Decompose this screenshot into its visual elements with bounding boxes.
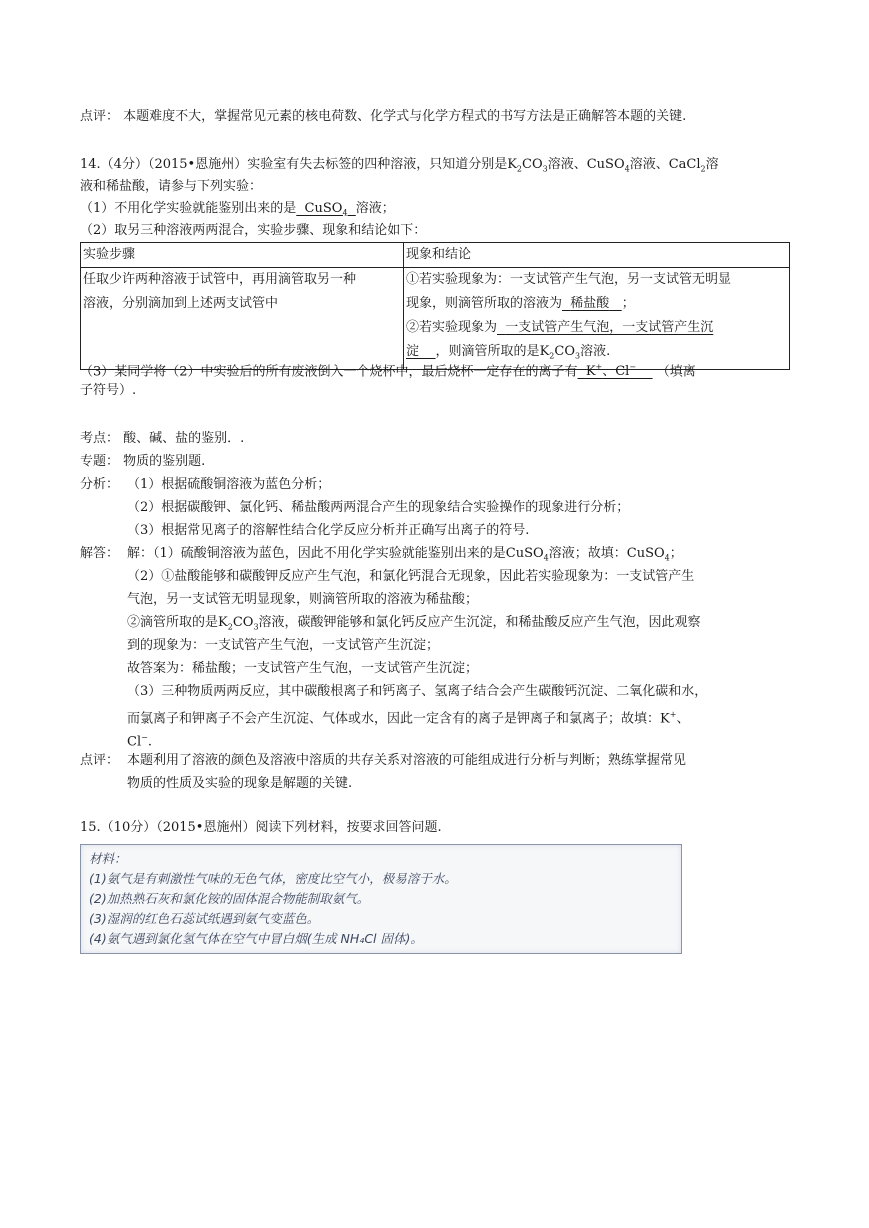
material-title: 材料： xyxy=(89,851,127,866)
q14-header-line2: 液和稀盐酸，请参与下列实验： xyxy=(80,179,263,194)
fenxi-1: （1）根据硫酸铜溶液为蓝色分析； xyxy=(127,477,331,492)
jieda-4: ②滴管所取的是$K_2CO_3$溶液，碳酸钾能够和氯化钙反应产生沉淀，和稀盐酸反应产生气泡，因此观察 xyxy=(127,615,701,632)
q14-part1: （1）不用化学实验就能鉴别出来的是 CuSO$_4$ 溶液； xyxy=(80,201,395,218)
q14-part2: （2）取另三种溶液两两混合，实验步骤、现象和结论如下： xyxy=(80,223,427,238)
r1-answer: 稀盐酸 xyxy=(570,296,610,311)
table-row xyxy=(81,268,790,370)
dianping-1: 本题利用了溶液的颜色及溶液中溶质的共存关系对溶液的可能组成进行分析与判断；熟练掌握常见 xyxy=(127,753,687,768)
jieda-5: 到的现象为：一支试管产生气泡，一支试管产生沉淀； xyxy=(127,638,440,653)
q14-part3: （3）某同学将（2）中实验后的所有废液倒入一个烧杯中，最后烧杯一定存在的离子有 K+、Cl− （填离 xyxy=(80,363,696,380)
jieda-1: 解：（1）硫酸铜溶液为蓝色，因此不用化学实验就能鉴别出来的是CuSO$_4$溶液；故填：CuSO$_4$； xyxy=(127,546,683,563)
q15-header: 15.（10分）（2015•恩施州）阅读下列材料，按要求回答问题. xyxy=(80,820,442,835)
zhuanti: 专题： 物质的鉴别题. xyxy=(80,454,206,469)
dianping-2: 物质的性质及实验的现象是解题的关键. xyxy=(127,776,353,791)
q14-part3-answer: K+、Cl− xyxy=(585,363,637,380)
q14-part3-line2: 子符号）. xyxy=(80,383,137,398)
jieda-7: （3）三种物质两两反应，其中碳酸根离子和钙离子、氢离子结合会产生碳酸钙沉淀、二氧化碳和水， xyxy=(127,684,708,699)
jieda-3: 气泡，另一支试管无明显现象，则滴管所取的溶液为稀盐酸； xyxy=(127,592,479,607)
fenxi-2: （2）根据碳酸钾、氯化钙、稀盐酸两两混合产生的现象结合实验操作的现象进行分析； xyxy=(127,500,630,515)
jieda-8: 而氯离子和钾离子不会产生沉淀、气体或水，因此一定含有的离子是钾离子和氯离子；故填：K+、 xyxy=(127,710,690,727)
fenxi-label: 分析： xyxy=(80,477,120,492)
r2-answer-b: 淀 xyxy=(406,344,420,359)
jieda-label: 解答： xyxy=(80,546,120,561)
top-comment: 点评： 本题难度不大，掌握常见元素的核电荷数、化学式与化学方程式的书写方法是正确解答本题的关键. xyxy=(80,109,687,124)
table-cell-results: ①若实验现象为：一支试管产生气泡，另一支试管无明显 现象，则滴管所取的溶液为 稀盐酸 ； ②若实验现象为 一支试管产生气泡，一支试管产生沉 淀 ，则滴管所取的是$K_2CO_3$溶液. xyxy=(404,268,790,370)
q14-part1-answer: CuSO$_4$ xyxy=(304,201,348,218)
fenxi-3: （3）根据常见离子的溶解性结合化学反应分析并正确写出离子的符号. xyxy=(127,523,530,538)
material-item: (3)湿润的红色石蕊试纸遇到氨气变蓝色。 xyxy=(89,911,320,926)
table-head-steps: 实验步骤 xyxy=(81,243,404,268)
material-item: (4)氨气遇到氯化氢气体在空气中冒白烟(生成 NH₄Cl 固体)。 xyxy=(89,931,423,946)
material-item: (2)加热熟石灰和氯化铵的固体混合物能制取氨气。 xyxy=(89,891,370,906)
experiment-table xyxy=(80,242,790,370)
material-item: (1)氨气是有刺激性气味的无色气体，密度比空气小，极易溶于水。 xyxy=(89,871,457,886)
table-cell-steps: 任取少许两种溶液于试管中，再用滴管取另一种 溶液，分别滴加到上述两支试管中 xyxy=(81,268,404,370)
q14-header-line1: 14.（4分）（2015•恩施州）实验室有失去标签的四种溶液，只知道分别是$K_2CO_3$溶液、CuSO$_4$溶液、CaCl$_2$溶 xyxy=(80,157,719,174)
table-head-result: 现象和结论 xyxy=(404,243,790,268)
r2-answer-a: 一支试管产生气泡，一支试管产生沉 xyxy=(505,320,714,335)
material-image xyxy=(80,844,682,954)
jieda-9: Cl−. xyxy=(127,733,152,750)
jieda-2: （2）①盐酸能够和碳酸钾反应产生气泡，和氯化钙混合无现象，因此若实验现象为：一支试管产生 xyxy=(127,569,695,584)
jieda-6: 故答案为：稀盐酸；一支试管产生气泡，一支试管产生沉淀； xyxy=(127,661,479,676)
table-header-row xyxy=(81,243,790,268)
kaodian: 考点： 酸、碱、盐的鉴别．. xyxy=(80,431,245,446)
dianping-label: 点评： xyxy=(80,753,120,768)
